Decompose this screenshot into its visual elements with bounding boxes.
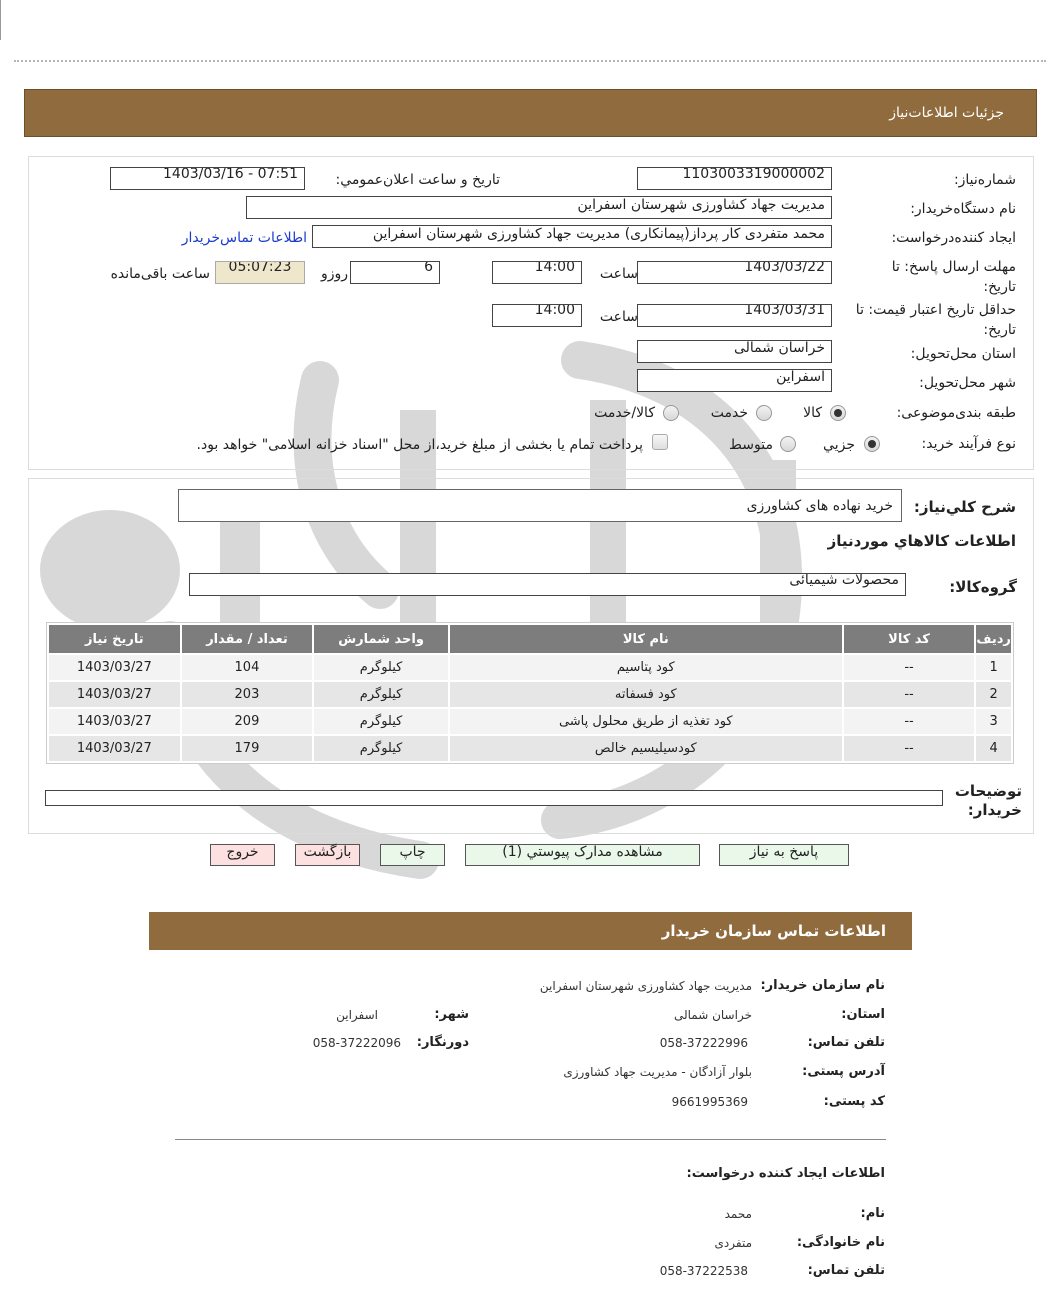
creator-family-value: متفردی (714, 1236, 752, 1250)
cell-row-number: 1 (976, 655, 1011, 680)
col-row-number: رديف (976, 625, 1011, 653)
cell-row-number: 4 (976, 736, 1011, 761)
validity-label-text: حداقل تاریخ اعتبار قیمت: تا تاریخ: (855, 302, 1016, 338)
city-label: شهر محل‌تحویل: (919, 375, 1016, 391)
print-button[interactable]: چاپ (380, 844, 445, 866)
creator-phone-label: تلفن تماس: (807, 1263, 885, 1278)
days-field: 6 (350, 261, 440, 284)
buyer-notes-field (45, 790, 943, 806)
reply-button[interactable]: پاسخ به نياز (719, 844, 849, 866)
need-description-label: شرح کلي‌نياز: (913, 498, 1016, 516)
col-need-date: تاريخ نياز (49, 625, 180, 653)
need-description-field: خرید نهاده های کشاورزی (178, 489, 902, 522)
cell-unit: کیلوگرم (314, 655, 448, 680)
cell-item-code: -- (844, 736, 975, 761)
back-button[interactable]: بازگشت (295, 844, 360, 866)
contact-address-label: آدرس پستی: (802, 1064, 885, 1079)
creator-name-label: نام: (860, 1206, 885, 1221)
creator-info-title: اطلاعات ایجاد کننده درخواست: (686, 1166, 885, 1181)
remaining-timer: 05:07:23 (215, 261, 305, 284)
items-title: اطلاعات کالاهاي موردنياز (827, 532, 1016, 550)
table-row (49, 709, 1011, 734)
buyer-notes-label (954, 782, 1022, 820)
page-header (24, 89, 1037, 137)
category-label: طبقه بندی‌موضوعی: (896, 405, 1016, 421)
requester-label: ایجاد کننده‌درخواست: (891, 230, 1016, 246)
announce-field: 1403/03/16 - 07:51 (110, 167, 305, 190)
validity-time-field: 14:00 (492, 304, 582, 327)
goods-group-field: محصولات شیمیائی (189, 573, 906, 596)
buyer-notes-label-text: توضیحات خریدار: (954, 782, 1022, 819)
validity-label (836, 300, 1016, 340)
cell-item-code: -- (844, 682, 975, 707)
page-title: جزئیات اطلاعات‌نیاز (889, 105, 1004, 121)
province-label: استان محل‌تحویل: (910, 346, 1016, 362)
cell-item-name: کود فسفاته (450, 682, 842, 707)
cell-unit: کیلوگرم (314, 736, 448, 761)
deadline-time-label: ساعت (599, 266, 638, 282)
cell-item-code: -- (844, 655, 975, 680)
contact-phone-value: 058-37222996 (659, 1036, 748, 1050)
contact-province-value: خراسان شمالی (673, 1008, 752, 1022)
process-minor-label: جزيي (823, 437, 855, 453)
deadline-date-field: 1403/03/22 (637, 261, 832, 284)
process-minor-radio[interactable] (864, 436, 880, 452)
contact-org-value: مدیریت جهاد کشاورزی شهرستان اسفراین (539, 979, 752, 993)
contact-address-value: بلوار آزادگان - مدیریت جهاد کشاورزی (563, 1065, 752, 1079)
cell-quantity: 179 (182, 736, 313, 761)
items-table (46, 622, 1014, 764)
table-row (49, 655, 1011, 680)
cell-item-name: کود تغذیه از طریق محلول پاشی (450, 709, 842, 734)
buyer-org-field: مدیریت جهاد کشاورزی شهرستان اسفراین (246, 196, 832, 219)
col-item-code: کد کالا (844, 625, 975, 653)
goods-group-label: گروه‌کالا: (949, 578, 1017, 596)
city-field: اسفراین (637, 369, 832, 392)
contact-postal-label: کد پستی: (823, 1094, 885, 1109)
cell-item-name: کودسیلیسیم خالص (450, 736, 842, 761)
buyer-contact-title: اطلاعات تماس سازمان خریدار (661, 922, 886, 940)
col-unit: واحد شمارش (314, 625, 448, 653)
col-item-name: نام کالا (450, 625, 842, 653)
category-goods-radio[interactable] (830, 405, 846, 421)
deadline-label (866, 257, 1016, 297)
creator-family-label: نام خانوادگی: (796, 1235, 885, 1250)
remaining-label: ساعت باقی‌مانده (110, 266, 210, 282)
validity-date-field: 1403/03/31 (637, 304, 832, 327)
cell-quantity: 104 (182, 655, 313, 680)
cell-quantity: 203 (182, 682, 313, 707)
buyer-org-label: نام دستگاه‌خريدار: (910, 201, 1016, 217)
cell-item-name: کود پتاسیم (450, 655, 842, 680)
contact-divider (175, 1139, 886, 1140)
need-number-label: شماره‌نیاز: (953, 172, 1016, 188)
province-field: خراسان شمالی (637, 340, 832, 363)
cell-need-date: 1403/03/27 (49, 655, 180, 680)
contact-phone-label: تلفن تماس: (807, 1035, 885, 1050)
category-goods-label: کالا (803, 405, 822, 421)
view-documents-button[interactable]: مشاهده مدارک پيوستي (1) (465, 844, 700, 866)
process-medium-radio[interactable] (780, 436, 796, 452)
contact-postal-value: 9661995369 (671, 1095, 748, 1109)
exit-button[interactable]: خروج (210, 844, 275, 866)
category-goods-service-label: کالا/خدمت (594, 405, 655, 421)
table-row (49, 736, 1011, 761)
announce-label: تاریخ و ساعت اعلان‌عمومي: (335, 172, 500, 188)
creator-name-value: محمد (724, 1207, 752, 1221)
validity-time-label: ساعت (599, 309, 638, 325)
deadline-label-text: مهلت ارسال پاسخ: تا تاریخ: (891, 259, 1016, 295)
cell-row-number: 3 (976, 709, 1011, 734)
category-service-radio[interactable] (756, 405, 772, 421)
buyer-contact-link[interactable]: اطلاعات تماس‌خريدار (181, 230, 307, 246)
treasury-payment-checkbox[interactable] (652, 434, 668, 450)
creator-phone-value: 058-37222538 (659, 1264, 748, 1278)
top-dotted-divider (14, 60, 1046, 62)
cell-unit: کیلوگرم (314, 709, 448, 734)
cell-unit: کیلوگرم (314, 682, 448, 707)
table-header-row (49, 625, 1011, 653)
cell-item-code: -- (844, 709, 975, 734)
contact-province-label: استان: (841, 1007, 885, 1022)
cell-quantity: 209 (182, 709, 313, 734)
left-edge-line (0, 0, 1, 40)
cell-need-date: 1403/03/27 (49, 736, 180, 761)
process-label: نوع فرآیند خرید: (921, 436, 1016, 452)
need-number-field: 1103003319000002 (637, 167, 832, 190)
col-quantity: تعداد / مقدار (182, 625, 313, 653)
days-label: روزو (320, 266, 348, 282)
category-goods-service-radio[interactable] (663, 405, 679, 421)
table-row (49, 682, 1011, 707)
deadline-time-field: 14:00 (492, 261, 582, 284)
cell-row-number: 2 (976, 682, 1011, 707)
contact-city-label: شهر: (434, 1007, 469, 1022)
category-service-label: خدمت (710, 405, 748, 421)
cell-need-date: 1403/03/27 (49, 682, 180, 707)
process-medium-label: متوسط (729, 437, 773, 453)
treasury-payment-label: پرداخت تمام یا بخشی از مبلغ خرید،از محل "اسناد خزانه اسلامی" خواهد بود. (196, 437, 643, 453)
contact-fax-value: 058-37222096 (312, 1036, 401, 1050)
buyer-contact-header (149, 912, 912, 950)
requester-field: محمد متفردی کار پرداز(پیمانکاری) مدیریت جهاد کشاورزی شهرستان اسفراین (312, 225, 832, 248)
contact-city-value: اسفراین (336, 1008, 378, 1022)
cell-need-date: 1403/03/27 (49, 709, 180, 734)
contact-fax-label: دورنگار: (416, 1035, 469, 1050)
contact-org-label: نام سازمان خریدار: (760, 978, 885, 993)
